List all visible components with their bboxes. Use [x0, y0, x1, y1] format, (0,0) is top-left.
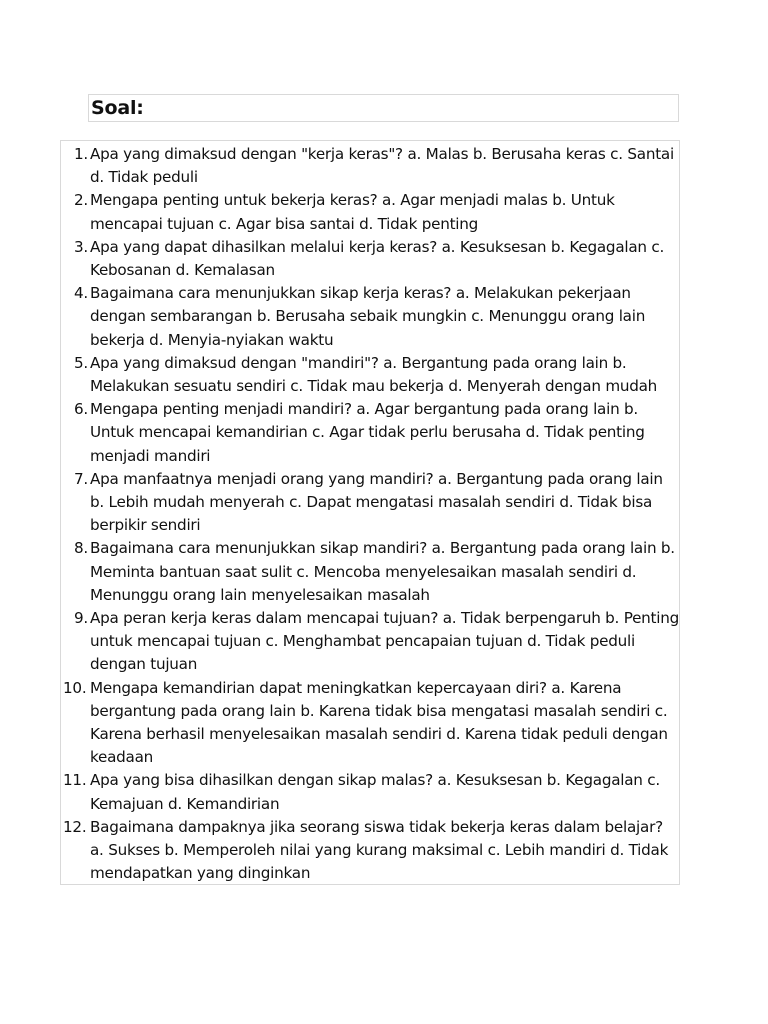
- question-item: [61, 468, 681, 538]
- question-item: [61, 677, 681, 770]
- question-number: 4.: [74, 284, 88, 303]
- question-text: Mengapa penting menjadi mandiri? a. Agar bergantung pada orang lain b. Untuk mencapai kemandirian c. Agar tidak perlu berusaha d. Tidak penting menjadi mandiri: [90, 400, 645, 465]
- question-number: 10.: [63, 678, 87, 697]
- question-text: Bagaimana cara menunjukkan sikap kerja keras? a. Melakukan pekerjaan dengan sembarangan b. Berusaha sebaik mungkin c. Menunggu orang lain bekerja d. Menyia-nyiakan waktu: [90, 284, 646, 349]
- question-text: Apa peran kerja keras dalam mencapai tujuan? a. Tidak berpengaruh b. Penting untuk mencapai tujuan c. Menghambat pencapaian tujuan d. Tidak peduli dengan tujuan: [90, 609, 679, 674]
- question-item: [61, 282, 681, 352]
- question-number: 2.: [74, 191, 88, 210]
- question-text: Mengapa kemandirian dapat meningkatkan kepercayaan diri? a. Karena bergantung pada orang lain b. Karena tidak bisa mengatasi masalah sendiri c. Karena berhasil menyelesaikan masalah sendiri d. Karena tidak peduli dengan keadaan: [90, 678, 668, 767]
- question-text: Bagaimana dampaknya jika seorang siswa tidak bekerja keras dalam belajar? a. Sukses b. Memperoleh nilai yang kurang maksimal c. Lebih mandiri d. Tidak mendapatkan yang dinginkan: [90, 817, 669, 883]
- question-number: 3.: [74, 237, 88, 256]
- question-item: [61, 398, 681, 468]
- question-text: Apa yang dimaksud dengan "kerja keras"? a. Malas b. Berusaha keras c. Santai d. Tidak peduli: [90, 145, 674, 187]
- question-text: Apa yang bisa dihasilkan dengan sikap malas? a. Kesuksesan b. Kegagalan c. Kemajuan d. Kemandirian: [90, 771, 660, 813]
- question-item: [61, 143, 681, 189]
- page-title: Soal:: [91, 97, 144, 119]
- question-item: [61, 189, 681, 235]
- question-text: Mengapa penting untuk bekerja keras? a. Agar menjadi malas b. Untuk mencapai tujuan c. Agar bisa santai d. Tidak penting: [90, 191, 615, 233]
- question-item: [61, 352, 681, 398]
- question-item: [61, 537, 681, 607]
- title-box: [88, 94, 679, 122]
- question-item: [61, 607, 681, 677]
- question-number: 1.: [74, 145, 88, 163]
- question-item: [61, 236, 681, 282]
- questions-box: [60, 140, 680, 885]
- question-number: 9.: [74, 609, 88, 628]
- question-text: Bagaimana cara menunjukkan sikap mandiri? a. Bergantung pada orang lain b. Meminta bantuan saat sulit c. Mencoba menyelesaikan masalah sendiri d. Menunggu orang lain menyelesaikan masalah: [90, 539, 675, 604]
- question-number: 12.: [63, 817, 87, 836]
- question-text: Apa yang dapat dihasilkan melalui kerja keras? a. Kesuksesan b. Kegagalan c. Kebosanan d. Kemalasan: [90, 237, 665, 280]
- question-number: 5.: [74, 353, 88, 372]
- question-number: 8.: [74, 539, 88, 558]
- question-number: 6.: [74, 400, 88, 419]
- question-item: [61, 816, 681, 886]
- question-item: [61, 769, 681, 815]
- question-number: 11.: [63, 771, 87, 790]
- question-text: Apa manfaatnya menjadi orang yang mandiri? a. Bergantung pada orang lain b. Lebih mudah menyerah c. Dapat mengatasi masalah sendiri d. Tidak bisa berpikir sendiri: [90, 469, 663, 535]
- question-text: Apa yang dimaksud dengan "mandiri"? a. Bergantung pada orang lain b. Melakukan sesuatu sendiri c. Tidak mau bekerja d. Menyerah dengan mudah: [90, 353, 658, 396]
- question-number: 7.: [74, 469, 88, 488]
- question-list: [61, 143, 681, 886]
